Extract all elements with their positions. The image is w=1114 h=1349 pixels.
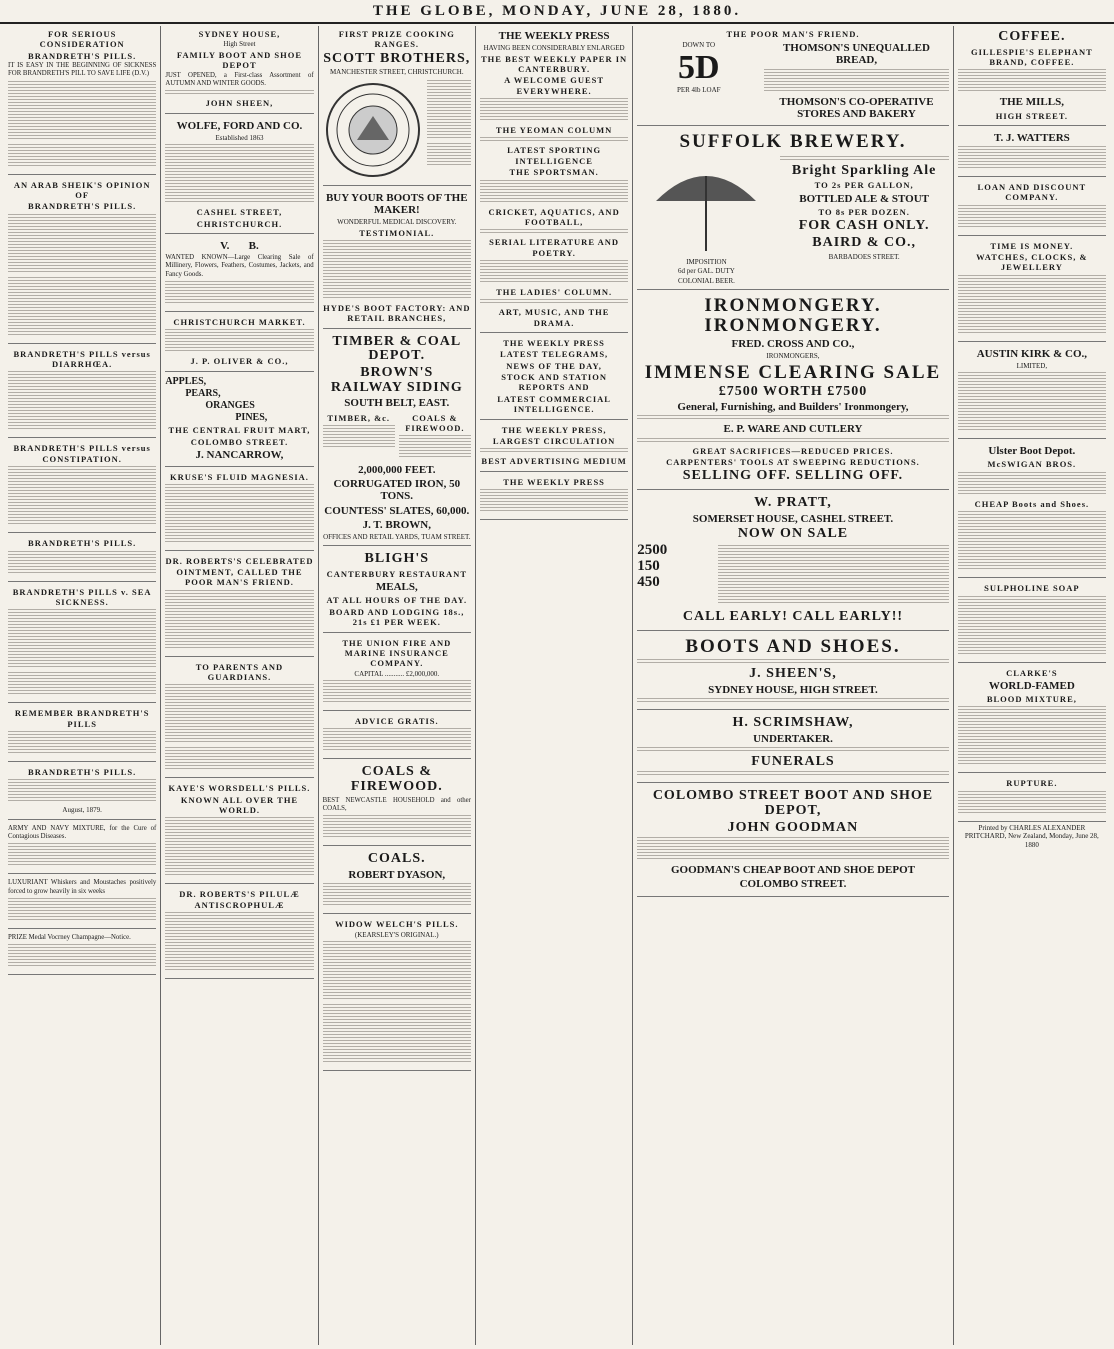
- ad-heading: SOUTH BELT, EAST.: [344, 397, 450, 410]
- text-block: [480, 489, 628, 513]
- text-block: [165, 912, 313, 972]
- pratt-numbers: [637, 543, 714, 608]
- ad-clarke: [958, 665, 1106, 774]
- text-block: [399, 435, 471, 459]
- ad-heading: Bright Sparkling Ale: [791, 162, 937, 178]
- ad-heading: NOW ON SALE: [737, 525, 849, 541]
- text-block: [165, 684, 313, 744]
- ad-heading: General, Furnishing, and Builders' Ironmongery,: [677, 401, 909, 414]
- text-block: [637, 438, 948, 443]
- ad-heading: KNOWN ALL OVER THE WORLD.: [180, 794, 299, 815]
- text-block: [8, 944, 156, 968]
- ad-constipation: [8, 440, 156, 533]
- ad-heading: TIMBER & COAL DEPOT.: [332, 333, 462, 364]
- thomson-row: [637, 40, 948, 121]
- text-block: [8, 672, 156, 696]
- ad-heading: IMMENSE CLEARING SALE: [644, 361, 942, 383]
- ad-sulpholine: [958, 580, 1106, 662]
- ad-heading: BRANDRETH'S PILLS.: [28, 201, 137, 212]
- ad-heading: LARGEST CIRCULATION: [492, 435, 616, 446]
- ad-pratt: [637, 492, 948, 631]
- ad-heading: BROWN'S RAILWAY SIDING: [330, 365, 463, 395]
- text-block: [8, 898, 156, 922]
- ad-heading: LOAN AND DISCOUNT COMPANY.: [977, 181, 1087, 203]
- ad-heading: FOR CASH ONLY.: [798, 218, 930, 234]
- ad-heading: SULPHOLINE SOAP: [984, 583, 1080, 594]
- ad-brandreth-intro: [8, 26, 156, 175]
- scott-row: [323, 78, 471, 182]
- ad-heading: FAMILY BOOT AND SHOE DEPOT: [176, 49, 303, 71]
- ad-advice: [323, 713, 471, 759]
- ad-heading: DR. ROBERTS'S CELEBRATED OINTMENT, CALLED THE POOR MAN'S FRIEND.: [165, 556, 314, 588]
- text-block: [323, 728, 471, 752]
- ad-heading: BOARD AND LODGING 18s., 21s £1 PER WEEK.: [329, 606, 465, 628]
- ad-heading: WORLD-FAMED: [988, 679, 1075, 692]
- ad-heading: WATCHES, CLOCKS, & JEWELLERY: [976, 252, 1088, 273]
- ad-heading: KAYE'S WORSDELL'S PILLS.: [168, 783, 311, 794]
- ad-sub: CAPITAL ........... £2,000,000.: [354, 669, 440, 678]
- text-block: [718, 545, 949, 605]
- ad-coals: [323, 761, 471, 846]
- ad-ironmongery: [637, 292, 948, 490]
- ad-heading: COLOMBO STREET.: [190, 436, 289, 447]
- text-block: [958, 791, 1106, 815]
- badge-price: 5D: [677, 48, 720, 86]
- ad-sub: BARBADOES STREET.: [828, 252, 900, 261]
- ad-heading: SOMERSET HOUSE, CASHEL STREET.: [692, 512, 894, 525]
- ad-heading: THE WEEKLY PRESS: [498, 30, 610, 42]
- text-block: [8, 731, 156, 755]
- ad-heading: McSWIGAN BROS.: [987, 459, 1077, 470]
- pratt-n1: 2500: [637, 542, 668, 559]
- ad-heading: COLOMBO STREET BOOT AND SHOE DEPOT,: [652, 788, 934, 819]
- ad-heading: BRANDRETH'S PILLS.: [28, 50, 137, 61]
- ad-heading: ROBERT DYASON,: [348, 869, 446, 882]
- ad-heading: J. T. BROWN,: [362, 518, 431, 531]
- ad-heading: JOHN SHEEN,: [205, 98, 274, 109]
- ad-heading: THE CENTRAL FRUIT MART,: [168, 425, 311, 436]
- ad-heading: THE POOR MAN'S FRIEND.: [726, 29, 860, 39]
- ad-sub: (KEARSLEY'S ORIGINAL.): [354, 930, 439, 939]
- ad-heading: MEALS,: [375, 581, 418, 594]
- ad-heading: NEWS OF THE DAY,: [506, 360, 602, 371]
- ad-heading: T. J. WATTERS: [993, 131, 1070, 144]
- ad-pilulae: [165, 886, 313, 979]
- text-block: [480, 448, 628, 453]
- ad-sub: High Street: [223, 40, 256, 49]
- ad-heading: CHRISTCHURCH MARKET.: [173, 316, 306, 327]
- ad-brandreth-7: [8, 764, 156, 820]
- ad-heading: TO 2s PER GALLON,: [814, 180, 914, 191]
- ad-heading: HIGH STREET.: [995, 110, 1069, 121]
- ad-union: [323, 635, 471, 712]
- ad-sub: WONDERFUL MEDICAL DISCOVERY.: [337, 218, 457, 227]
- ad-heading: SCOTT BROTHERS,: [323, 50, 471, 66]
- pratt-row: [637, 543, 948, 608]
- text-block: [165, 817, 313, 877]
- text-block: [8, 843, 156, 867]
- ad-heading: GOODMAN'S CHEAP BOOT AND SHOE DEPOT: [670, 864, 915, 877]
- ad-kruse: [165, 469, 313, 551]
- ad-sydney: [165, 26, 313, 114]
- text-block: [958, 275, 1106, 335]
- ad-army: [8, 822, 156, 875]
- text-block: [637, 837, 948, 861]
- ad-heading: REMEMBER BRANDRETH'S PILLS: [14, 708, 150, 729]
- columns: [4, 26, 1110, 1345]
- umbrella-icon: [646, 156, 766, 256]
- ad-heading: COUNTESS' SLATES, 60,000.: [324, 504, 470, 517]
- ad-watters: [958, 128, 1106, 177]
- ad-heading: BAIRD & CO.,: [812, 234, 917, 250]
- ad-heading: HYDE'S BOOT FACTORY: AND RETAIL BRANCHES,: [323, 303, 471, 324]
- text-block: [8, 144, 156, 168]
- ad-weekly-press-2: [480, 335, 628, 420]
- ad-kirk: [958, 344, 1106, 440]
- ad-arab: [8, 177, 156, 344]
- ad-heading: BUY YOUR BOOTS OF THE MAKER!: [325, 191, 468, 217]
- text-block: [165, 90, 313, 95]
- ad-heading: FOR SERIOUS CONSIDERATION: [39, 29, 125, 50]
- ad-text: ARMY AND NAVY MIXTURE, for the Cure of Contagious Diseases.: [8, 824, 157, 841]
- ad-sheen-boots: [637, 633, 948, 710]
- badge-loaf: PER 4lb LOAF: [676, 85, 721, 94]
- ad-blighs: [323, 548, 471, 632]
- ad-coffee: [958, 26, 1106, 126]
- ad-heading: GILLESPIE'S ELEPHANT BRAND, COFFEE.: [970, 46, 1093, 68]
- column-2: [161, 26, 318, 1345]
- text-block: [958, 69, 1106, 93]
- ad-heading: SYDNEY HOUSE,: [198, 29, 281, 39]
- column-5: [633, 26, 953, 1345]
- ad-heading: BOTTLED ALE & STOUT: [799, 192, 929, 205]
- ad-heading: AN ARAB SHEIK'S OPINION OF: [13, 179, 151, 200]
- ad-weekly-press-3: [480, 422, 628, 472]
- ad-heading: TO 8s PER DOZEN.: [818, 206, 910, 217]
- ad-heading: TIME IS MONEY.: [990, 240, 1074, 251]
- text-block: [480, 229, 628, 234]
- ad-heading: CASHEL STREET,: [196, 207, 283, 218]
- masthead: THE GLOBE, MONDAY, JUNE 28, 1880.: [0, 0, 1114, 24]
- text-block: [165, 144, 313, 204]
- ad-heading: CARPENTERS' TOOLS AT SWEEPING REDUCTIONS.: [666, 456, 920, 467]
- ad-diarrhoea: [8, 346, 156, 439]
- ad-sub: OFFICES AND RETAIL YARDS, TUAM STREET.: [323, 532, 471, 541]
- text-block: [764, 69, 948, 93]
- ad-heading: TO PARENTS AND GUARDIANS.: [195, 661, 284, 682]
- ad-heading: ART, MUSIC, AND THE DRAMA.: [498, 307, 610, 328]
- text-block: [958, 205, 1106, 229]
- column-1: [4, 26, 161, 1345]
- text-block: [637, 415, 948, 420]
- ad-heading: COLOMBO STREET.: [739, 878, 847, 891]
- column-4: [476, 26, 633, 1345]
- ad-heading: STOCK AND STATION REPORTS AND: [501, 372, 607, 393]
- text-block: [958, 596, 1106, 656]
- ad-hyde: [323, 188, 471, 329]
- text-block: [8, 779, 156, 803]
- col3-split: [323, 548, 471, 1073]
- text-block: [323, 680, 471, 704]
- ad-dyason: [323, 848, 471, 914]
- agricultural-seal-icon: [323, 80, 423, 180]
- umbrella-colonial: COLONIAL BEER.: [677, 276, 735, 285]
- ad-heading: RUPTURE.: [1006, 778, 1058, 789]
- ad-text: LUXURIANT Whiskers and Moustaches positively forced to grow heavily in six weeks: [8, 879, 157, 895]
- text-block: [323, 240, 471, 300]
- ad-rupture: [958, 775, 1106, 821]
- ad-ulster: [958, 441, 1106, 578]
- text-block: [8, 214, 156, 274]
- ad-heading: COALS.: [367, 851, 426, 867]
- text-block: [165, 484, 313, 544]
- ad-prize: [8, 931, 156, 975]
- ad-heading: WIDOW WELCH'S PILLS.: [335, 919, 459, 930]
- umbrella-graphic: [637, 154, 775, 287]
- text-block: [323, 815, 471, 839]
- ad-heading: BRANDRETH'S PILLS versus CONSTIPATION.: [13, 443, 151, 464]
- text-block: [958, 706, 1106, 766]
- ad-heading: BRANDRETH'S PILLS.: [28, 538, 137, 549]
- ad-heading: THE WEEKLY PRESS: [503, 476, 605, 487]
- column-6: [954, 26, 1110, 1345]
- ad-watches: [958, 238, 1106, 342]
- suffolk-row: [637, 154, 948, 287]
- fruit-pines: PINES,: [235, 412, 268, 424]
- text-block: [637, 771, 948, 776]
- ad-sea: [8, 584, 156, 704]
- text-block: [427, 143, 471, 167]
- ad-fruit: [165, 374, 313, 468]
- ad-heading: BRANDRETH'S PILLS versus DIARRHŒA.: [13, 348, 151, 370]
- text-block: [323, 1004, 471, 1064]
- ad-heading: THE WEEKLY PRESS,: [501, 424, 607, 435]
- text-block: [480, 137, 628, 142]
- ad-heading: ADVICE GRATIS.: [354, 716, 439, 727]
- ad-heading: BRANDRETH'S PILLS v. SEA SICKNESS.: [12, 586, 152, 607]
- ad-goodman: [637, 785, 948, 896]
- text-block: [958, 472, 1106, 496]
- ad-heading: DR. ROBERTS'S PILULÆ ANTISCROPHULÆ: [179, 889, 300, 910]
- ad-date: August, 1879.: [62, 806, 102, 815]
- text-block: [8, 551, 156, 575]
- ad-heading: J. SHEEN'S,: [749, 666, 837, 682]
- ad-text: WANTED KNOWN—Large Clearing Sale of Millinery, Flowers, Feathers, Costumes, Jackets, and Fancy Goods.: [165, 253, 314, 278]
- ad-sub: LIMITED,: [1016, 361, 1048, 370]
- text-block: [427, 80, 471, 140]
- ad-heading: UNDERTAKER.: [753, 732, 833, 745]
- ad-heading: H. SCRIMSHAW,: [732, 714, 854, 730]
- umbrella-imposition: IMPOSITION: [686, 257, 727, 266]
- ad-heading: BRANDRETH'S PILLS.: [28, 766, 137, 777]
- ad-heading: KRUSE'S FLUID MAGNESIA.: [169, 472, 309, 483]
- ad-heading: THOMSON'S UNEQUALLED BREAD,: [782, 42, 930, 67]
- printer-imprint: Printed by CHARLES ALEXANDER PRITCHARD, New Zealand, Monday, June 28, 1880: [964, 823, 1099, 849]
- text-block: [8, 371, 156, 431]
- ad-heading: AT ALL HOURS OF THE DAY.: [326, 595, 468, 606]
- text-block: [780, 156, 949, 161]
- text-block: [165, 590, 313, 650]
- ad-heading: THOMSON'S CO-OPERATIVE STORES AND BAKERY: [779, 95, 934, 120]
- ad-heading: BOOTS AND SHOES.: [685, 636, 901, 658]
- ad-heading: THE BEST WEEKLY PAPER IN CANTERBURY.: [481, 53, 628, 74]
- text-block: [8, 81, 156, 141]
- text-block: [8, 277, 156, 337]
- text-block: [165, 281, 313, 305]
- ad-thomson: [637, 26, 948, 126]
- ad-heading: IRONMONGERY. IRONMONGERY.: [704, 295, 882, 337]
- ad-widow: [323, 916, 471, 1071]
- ad-kaye: [165, 780, 313, 884]
- ad-heading: E. P. WARE AND CUTLERY: [723, 423, 863, 436]
- ad-heading: LATEST TELEGRAMS,: [500, 349, 609, 360]
- ad-heading: SUFFOLK BREWERY.: [679, 130, 907, 152]
- text-block: [8, 466, 156, 526]
- text-block: [480, 299, 628, 304]
- ad-heading: SERIAL LITERATURE AND POETRY.: [489, 237, 620, 258]
- fruit-pears: PEARS,: [185, 387, 221, 399]
- umbrella-duty: 6d per GAL. DUTY: [678, 267, 735, 276]
- ad-heading: THE UNION FIRE AND MARINE INSURANCE COMPANY.: [342, 637, 452, 669]
- text-block: [323, 425, 395, 449]
- ad-heading: Ulster Boot Depot.: [988, 445, 1076, 458]
- ad-heading: AUSTIN KIRK & CO.,: [976, 347, 1088, 360]
- logo-vb: V. B.: [220, 239, 259, 252]
- ad-heading: W. PRATT,: [754, 494, 832, 510]
- pratt-n3: 450: [637, 573, 660, 590]
- ad-heading: BLOOD MIXTURE,: [986, 694, 1077, 704]
- ad-heading: FIRST PRIZE COOKING RANGES.: [338, 29, 455, 50]
- ad-weekly-press-4: [480, 474, 628, 520]
- ad-heading: COFFEE.: [998, 29, 1066, 44]
- ad-luxuriant: [8, 876, 156, 929]
- text-block: [165, 329, 313, 353]
- ad-heading: TESTIMONIAL.: [359, 227, 435, 238]
- ad-suffolk: [637, 128, 948, 291]
- ad-heading: CALL EARLY! CALL EARLY!!: [682, 609, 904, 625]
- ad-loan: [958, 179, 1106, 236]
- ad-remember: [8, 705, 156, 762]
- ad-wolfe: [165, 116, 313, 234]
- ad-heading: CHRISTCHURCH.: [196, 218, 283, 229]
- badge-down: DOWN TO: [682, 41, 716, 50]
- ad-heading: BLIGH'S: [364, 551, 430, 567]
- text-block: [323, 883, 471, 907]
- text-block: [480, 260, 628, 284]
- ad-heading: THE MILLS,: [999, 96, 1064, 109]
- ad-heading: SELLING OFF. SELLING OFF.: [682, 468, 904, 484]
- text-block: [958, 372, 1106, 432]
- ad-heading: FRED. CROSS AND CO.,: [731, 338, 855, 351]
- timber-row: [323, 412, 471, 463]
- ad-heading: CLARKE'S: [1006, 667, 1058, 678]
- ad-heading: WOLFE, FORD AND CO.: [176, 119, 303, 132]
- ad-heading: TIMBER, &c.: [327, 412, 391, 423]
- ad-text: PRIZE Medal Vocrney Champagne—Notice.: [8, 933, 131, 941]
- ad-heading: CORRUGATED IRON, 50 TONS.: [333, 478, 461, 503]
- ad-heading: £7500 WORTH £7500: [718, 383, 868, 399]
- text-block: [480, 98, 628, 122]
- bread-badge: [637, 40, 760, 121]
- text-block: [958, 511, 1106, 571]
- ad-heading: THE LADIES' COLUMN.: [496, 286, 613, 297]
- ad-heading: THE YEOMAN COLUMN: [495, 125, 613, 136]
- ad-heading: J. NANCARROW,: [195, 449, 284, 461]
- ad-timber: [323, 331, 471, 547]
- ad-heading: THE WEEKLY PRESS: [503, 338, 605, 349]
- ad-heading: CANTERBURY RESTAURANT: [326, 568, 467, 579]
- ad-scrimshaw: [637, 712, 948, 783]
- ad-heading: BEST ADVERTISING MEDIUM: [481, 456, 627, 467]
- ad-heading: JOHN GOODMAN: [727, 819, 859, 835]
- ad-heading: COALS & FIREWOOD.: [350, 764, 443, 795]
- ad-heading: LATEST COMMERCIAL INTELLIGENCE.: [497, 393, 611, 415]
- ad-heading: THE SPORTSMAN.: [509, 167, 599, 178]
- ad-sub: MANCHESTER STREET, CHRISTCHURCH.: [329, 68, 464, 77]
- text-block: [637, 698, 948, 703]
- text-block: [637, 747, 948, 752]
- ad-ointment: [165, 553, 313, 656]
- text-block: [480, 180, 628, 204]
- ad-heading: J. P. OLIVER & CO.,: [190, 356, 289, 367]
- ad-parents: [165, 659, 313, 779]
- ad-heading: COALS & FIREWOOD.: [405, 412, 465, 433]
- ad-heading: 2,000,000 FEET.: [358, 464, 436, 477]
- text-block: [958, 146, 1106, 170]
- ad-sub: IRONMONGERS,: [766, 352, 820, 361]
- ad-heading: CRICKET, AQUATICS, AND FOOTBALL,: [488, 206, 620, 227]
- fruit-oranges: ORANGES: [205, 399, 255, 411]
- ad-sub: HAVING BEEN CONSIDERABLY ENLARGED: [483, 44, 625, 53]
- ad-wanted: [165, 236, 313, 312]
- ad-heading: LATEST SPORTING INTELLIGENCE: [507, 145, 602, 166]
- text-block: [323, 941, 471, 1001]
- ad-text: IT IS EASY IN THE BEGINNING OF SICKNESS FOR BRANDRETH'S PILL TO SAVE LIFE (D.V.): [8, 62, 157, 78]
- ad-heading: SYDNEY HOUSE, HIGH STREET.: [708, 683, 878, 696]
- ad-brandreth-5: [8, 535, 156, 581]
- ad-scott: [323, 26, 471, 186]
- text-block: [8, 609, 156, 669]
- ad-text: BEST NEWCASTLE HOUSEHOLD and other COALS,: [322, 796, 471, 813]
- ad-heading: FUNERALS: [751, 753, 835, 769]
- ad-heading: A WELCOME GUEST EVERYWHERE.: [504, 75, 605, 96]
- ad-heading: GREAT SACRIFICES—REDUCED PRICES.: [692, 445, 894, 456]
- column-3: [319, 26, 476, 1345]
- text-block: [637, 659, 948, 664]
- ad-weekly-press: [480, 26, 628, 333]
- text-block: [165, 747, 313, 771]
- ad-market: [165, 314, 313, 372]
- ad-text: JUST OPENED, a First-class Assortment of AUTUMN AND WINTER GOODS.: [165, 71, 314, 87]
- pratt-n2: 150: [637, 558, 660, 575]
- ad-sub: Established 1863: [215, 133, 264, 142]
- ad-heading: CHEAP Boots and Shoes.: [974, 498, 1090, 509]
- fruit-apples: APPLES,: [165, 375, 207, 387]
